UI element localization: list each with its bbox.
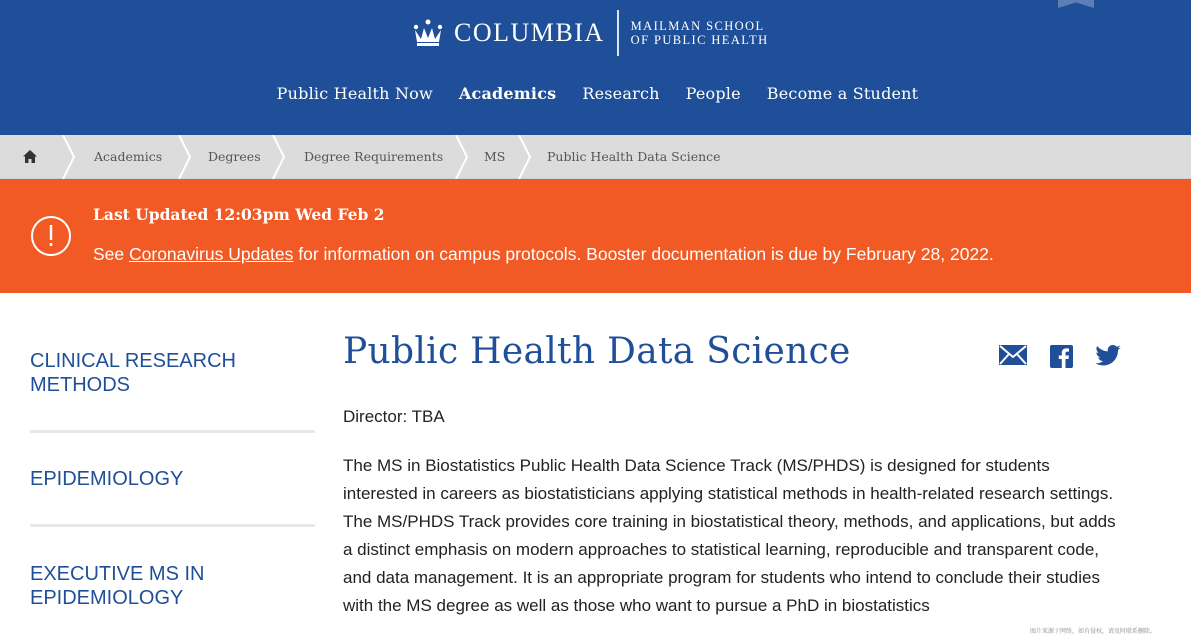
nav-public-health-now[interactable]: Public Health Now [276, 84, 433, 103]
nav-become-a-student[interactable]: Become a Student [766, 84, 919, 103]
columbia-wordmark: COLUMBIA [454, 18, 605, 47]
facebook-icon [1050, 345, 1073, 368]
alert-text-after: for information on campus protocols. Booster documentation is due by February 28, 2022. [293, 244, 994, 264]
site-header [0, 0, 1191, 135]
school-name [631, 19, 769, 47]
bookmark-ribbon-icon [1058, 0, 1094, 8]
sidebar-item-epidemiology[interactable]: EPIDEMIOLOGY [30, 468, 184, 490]
breadcrumb-separator [178, 135, 192, 179]
sidebar-item-clinical-research-methods[interactable]: CLINICAL RESEARCH METHODS [30, 350, 236, 396]
school-line-1: MAILMAN SCHOOL [630, 19, 765, 33]
breadcrumb-separator [62, 135, 76, 179]
share-twitter-button[interactable] [1095, 345, 1121, 366]
school-line-2: OF PUBLIC HEALTH [630, 33, 769, 47]
breadcrumb-ms[interactable]: MS [484, 149, 506, 164]
breadcrumb-academics[interactable]: Academics [94, 149, 163, 164]
nav-academics[interactable]: Academics [458, 84, 557, 103]
home-icon [23, 150, 37, 163]
logo-divider [617, 10, 619, 56]
alert-title: Last Updated 12:03pm Wed Feb 2 [93, 205, 385, 224]
main-nav [0, 84, 1191, 103]
columbia-logo[interactable] [412, 10, 769, 56]
page-title: Public Health Data Science [343, 331, 851, 372]
email-icon [999, 345, 1027, 365]
director-text: Director: TBA [343, 407, 445, 426]
program-description: The MS in Biostatistics Public Health Data Science Track (MS/PHDS) is designed for students interested in careers as biostatisticians applying statistical methods in health-related research settings. The MS/PHDS Track provides core training in biostatistical theory, methods, and applications, but adds a distinct emphasis on modern approaches to statistical learning, reproducible and transparent code, and data management. It is an appropriate program for students who intend to conclude their studies with the MS degree as well as those who want to pursue a PhD in biostatistics [343, 456, 1116, 615]
breadcrumb [0, 135, 1191, 179]
share-facebook-button[interactable] [1050, 345, 1073, 368]
breadcrumb-separator [455, 135, 469, 179]
alert-text-before: See [93, 244, 129, 264]
exclamation-circle-icon [30, 215, 72, 257]
image-source-watermark: 图片来源于网络，如有侵权，请及时联系删除。 [1030, 629, 1157, 635]
breadcrumb-separator [518, 135, 532, 179]
breadcrumb-home[interactable] [0, 135, 70, 179]
breadcrumb-degree-requirements[interactable]: Degree Requirements [304, 149, 444, 164]
nav-research[interactable]: Research [582, 84, 660, 103]
share-email-button[interactable] [999, 345, 1027, 365]
sidebar-divider [30, 524, 315, 527]
breadcrumb-separator [272, 135, 286, 179]
crown-icon [412, 19, 444, 47]
sidebar-divider [30, 430, 315, 433]
coronavirus-updates-link[interactable]: Coronavirus Updates [129, 244, 294, 264]
breadcrumb-current-page: Public Health Data Science [547, 149, 721, 164]
alert-banner [0, 179, 1191, 293]
sidebar-item-executive-ms-in-epidemiology[interactable]: EXECUTIVE MS IN EPIDEMIOLOGY [30, 563, 205, 609]
alert-message [93, 244, 994, 265]
breadcrumb-degrees[interactable]: Degrees [208, 149, 261, 164]
nav-people[interactable]: People [685, 84, 741, 103]
twitter-icon [1095, 345, 1121, 366]
